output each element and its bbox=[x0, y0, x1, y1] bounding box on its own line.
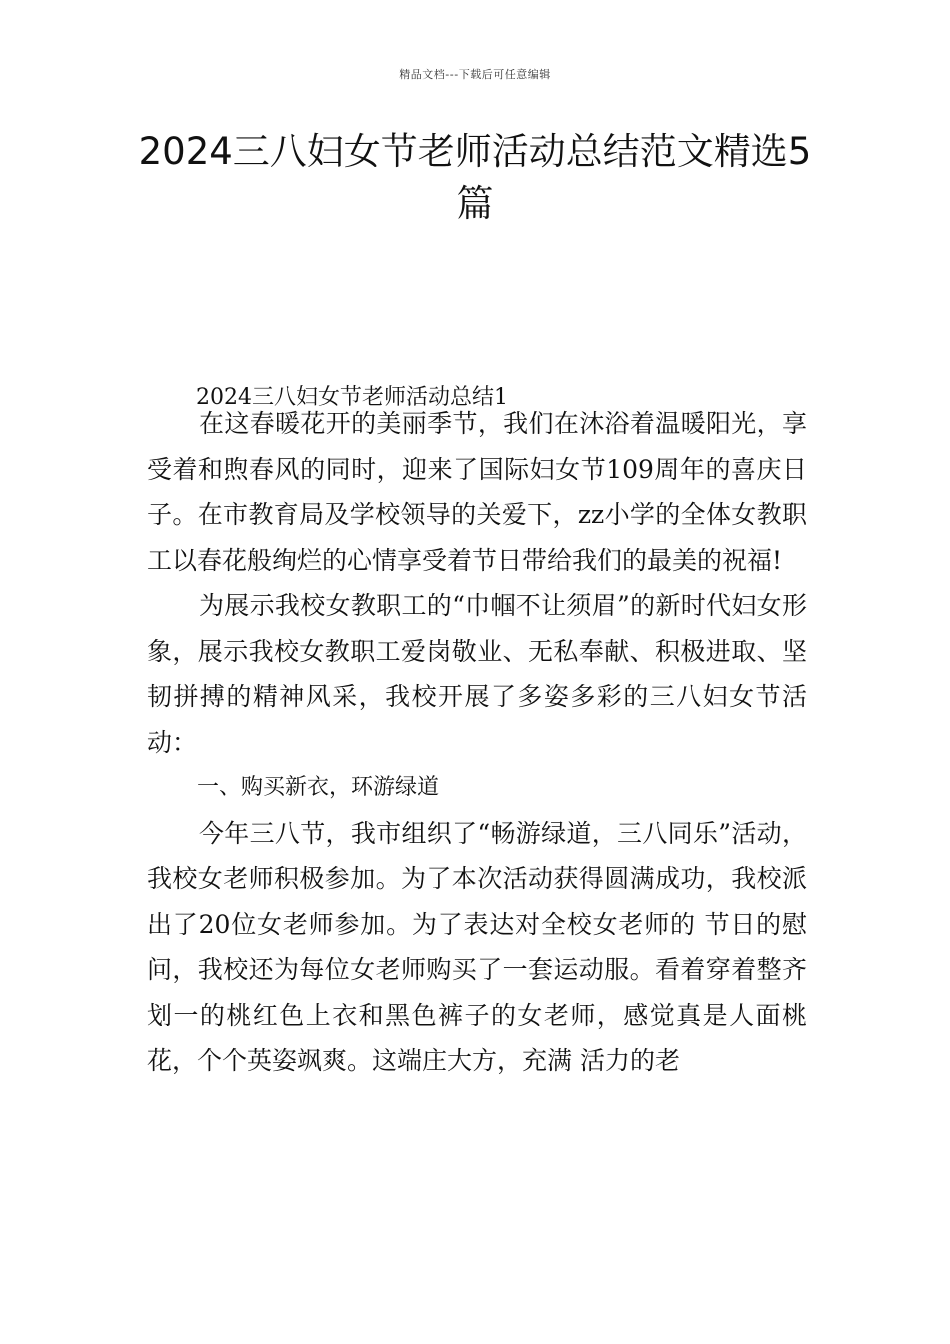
section-heading: 2024三八妇女节老师活动总结1 bbox=[196, 385, 508, 410]
header-note: 精品文档---下载后可任意编辑 bbox=[399, 68, 551, 81]
subheading: 一、购买新衣，环游绿道 bbox=[197, 775, 440, 800]
document-body bbox=[147, 401, 807, 1084]
paragraph: 在这春暖花开的美丽季节，我们在沐浴着温暖阳光，享受着和煦春风的同时，迎来了国际妇女节109周年的喜庆日子。在市教育局及学校领导的关爱下，zz小学的全体女教职工以春花般绚烂的心情享受着节日带给我们的最美的祝福! bbox=[147, 409, 807, 575]
paragraph: 为展示我校女教职工的“巾帼不让须眉”的新时代妇女形象，展示我校女教职工爱岗敬业、无私奉献、积极进取、坚韧拼搏的精神风采，我校开展了多姿多彩的三八妇女节活动： bbox=[147, 591, 807, 757]
document-title: 2024三八妇女节老师活动总结范文精选5篇 bbox=[138, 130, 812, 225]
paragraph: 今年三八节，我市组织了“畅游绿道，三八同乐”活动，我校女老师积极参加。为了本次活动获得圆满成功，我校派出了20位女老师参加。为了表达对全校女老师的 节日的慰问，我校还为每位女老师购买了一套运动服。看着穿着整齐划一的桃红色上衣和黑色裤子的女老师，感觉真是人面桃花，个个英姿飒爽。这端庄大方，充满 活力的老 bbox=[147, 818, 807, 1075]
